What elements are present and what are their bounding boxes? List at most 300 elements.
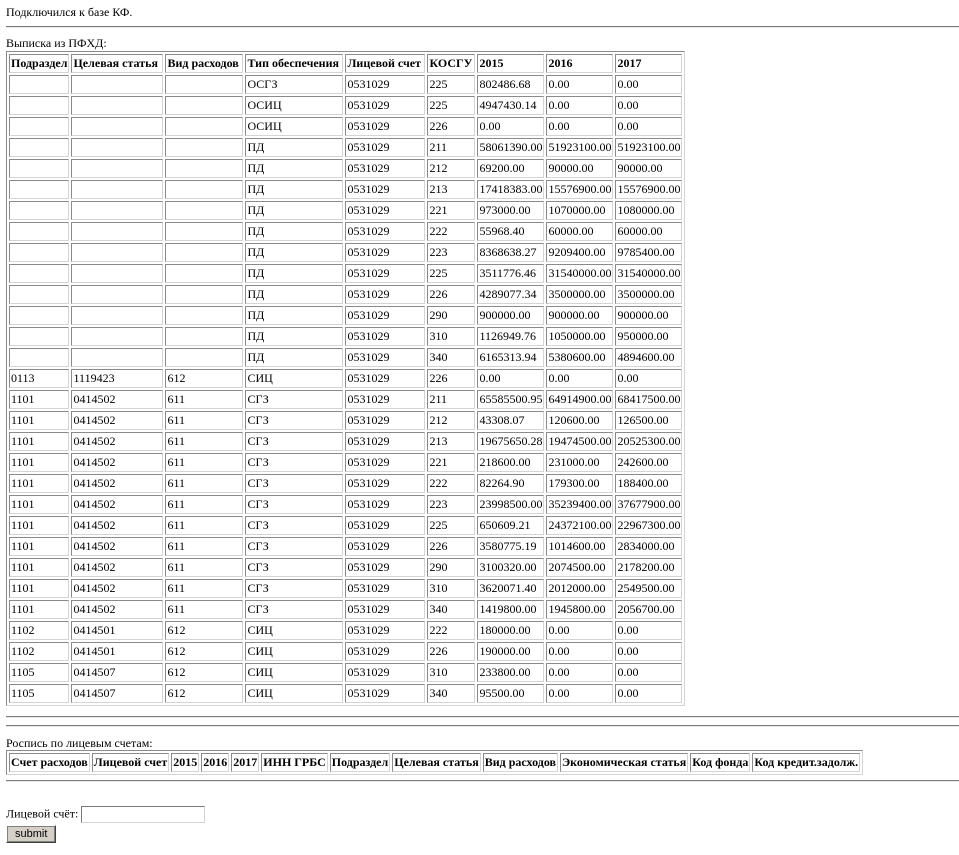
- table-cell: [165, 96, 243, 115]
- table-cell: [9, 327, 69, 346]
- table-cell: 611: [165, 411, 243, 430]
- table-row: [9, 201, 682, 220]
- table-cell: [165, 159, 243, 178]
- table-cell: 15576900.00: [546, 180, 613, 199]
- table-cell: 1119423: [71, 369, 163, 388]
- table-cell: 290: [427, 306, 475, 325]
- table-cell: 0414502: [71, 579, 163, 598]
- table-cell: 611: [165, 453, 243, 472]
- table-cell: 0.00: [546, 96, 613, 115]
- table-cell: 0531029: [345, 327, 425, 346]
- table-cell: [9, 96, 69, 115]
- account-label: Лицевой счёт:: [6, 806, 79, 821]
- table-cell: 612: [165, 369, 243, 388]
- table-cell: 340: [427, 684, 475, 703]
- table-cell: 0531029: [345, 117, 425, 136]
- table-cell: [71, 201, 163, 220]
- column-header: Подраздел: [9, 54, 69, 73]
- column-header: Код фонда: [690, 753, 750, 772]
- table-cell: СИЦ: [245, 621, 343, 640]
- column-header: Код кредит.задолж.: [752, 753, 860, 772]
- table-cell: 60000.00: [546, 222, 613, 241]
- table-cell: 225: [427, 96, 475, 115]
- column-header: Подраздел: [330, 753, 390, 772]
- pfhd-table: [6, 51, 685, 706]
- column-header: 2015: [171, 753, 199, 772]
- table-row: [9, 516, 682, 535]
- table-cell: [165, 180, 243, 199]
- table-cell: СГЗ: [245, 495, 343, 514]
- table-cell: 0531029: [345, 432, 425, 451]
- table-cell: СИЦ: [245, 369, 343, 388]
- table-cell: 0414502: [71, 600, 163, 619]
- table-cell: [165, 348, 243, 367]
- column-header: Вид расходов: [483, 753, 558, 772]
- column-header: 2015: [477, 54, 544, 73]
- table-cell: [71, 348, 163, 367]
- table-cell: 222: [427, 474, 475, 493]
- table-cell: 1070000.00: [546, 201, 613, 220]
- table-cell: 213: [427, 432, 475, 451]
- table-cell: 0414502: [71, 558, 163, 577]
- table-row: [9, 642, 682, 661]
- table-cell: 950000.00: [615, 327, 682, 346]
- table-cell: 0414501: [71, 621, 163, 640]
- table-cell: 611: [165, 600, 243, 619]
- table-cell: 0531029: [345, 411, 425, 430]
- table-cell: 19474500.00: [546, 432, 613, 451]
- table-row: [9, 432, 682, 451]
- table-cell: [71, 138, 163, 157]
- table-cell: 611: [165, 474, 243, 493]
- table-row: [9, 222, 682, 241]
- table-cell: ПД: [245, 285, 343, 304]
- table-cell: 3100320.00: [477, 558, 544, 577]
- table-row: [9, 159, 682, 178]
- table-cell: 0531029: [345, 663, 425, 682]
- table-cell: 0.00: [546, 75, 613, 94]
- table-row: [9, 579, 682, 598]
- table-cell: [71, 117, 163, 136]
- column-header: Экономическая статья: [560, 753, 688, 772]
- table-row: [9, 600, 682, 619]
- column-header: Счет расходов: [9, 753, 90, 772]
- table-cell: 612: [165, 663, 243, 682]
- table-cell: 0531029: [345, 369, 425, 388]
- table-row: [9, 348, 682, 367]
- table-cell: 64914900.00: [546, 390, 613, 409]
- table-cell: 31540000.00: [615, 264, 682, 283]
- pfhd-header-row: [9, 54, 682, 73]
- table-cell: 0531029: [345, 264, 425, 283]
- table-cell: 0.00: [546, 684, 613, 703]
- table-cell: СГЗ: [245, 432, 343, 451]
- table-cell: 0531029: [345, 222, 425, 241]
- table-row: [9, 558, 682, 577]
- column-header: Целевая статья: [71, 54, 163, 73]
- table-cell: ПД: [245, 180, 343, 199]
- table-cell: СГЗ: [245, 537, 343, 556]
- table-cell: 60000.00: [615, 222, 682, 241]
- table-cell: 1101: [9, 558, 69, 577]
- table-cell: [165, 117, 243, 136]
- table-cell: 1080000.00: [615, 201, 682, 220]
- table-cell: 1945800.00: [546, 600, 613, 619]
- table-cell: 4289077.34: [477, 285, 544, 304]
- table-cell: 180000.00: [477, 621, 544, 640]
- table-cell: 5380600.00: [546, 348, 613, 367]
- table-cell: 20525300.00: [615, 432, 682, 451]
- table-row: [9, 453, 682, 472]
- table-cell: 43308.07: [477, 411, 544, 430]
- table-cell: 1102: [9, 642, 69, 661]
- column-header: 2016: [201, 753, 229, 772]
- table-cell: 900000.00: [615, 306, 682, 325]
- divider: [6, 26, 959, 28]
- table-cell: 1101: [9, 453, 69, 472]
- table-cell: [165, 306, 243, 325]
- table-cell: 0414502: [71, 453, 163, 472]
- table-cell: 1014600.00: [546, 537, 613, 556]
- column-header: КОСГУ: [427, 54, 475, 73]
- table-cell: 221: [427, 201, 475, 220]
- table-cell: СГЗ: [245, 411, 343, 430]
- table-cell: 222: [427, 222, 475, 241]
- table-cell: 650609.21: [477, 516, 544, 535]
- table-cell: 0414507: [71, 663, 163, 682]
- table-cell: 340: [427, 348, 475, 367]
- table-cell: 1102: [9, 621, 69, 640]
- table-cell: 1101: [9, 537, 69, 556]
- table-cell: СИЦ: [245, 663, 343, 682]
- table-cell: 0414502: [71, 537, 163, 556]
- pfhd-body: [9, 75, 682, 703]
- table-cell: 22967300.00: [615, 516, 682, 535]
- table-cell: [165, 201, 243, 220]
- table-cell: 0.00: [615, 684, 682, 703]
- table-cell: [9, 180, 69, 199]
- table-cell: 973000.00: [477, 201, 544, 220]
- table-cell: [165, 75, 243, 94]
- table-cell: 37677900.00: [615, 495, 682, 514]
- table-cell: СГЗ: [245, 453, 343, 472]
- pfhd-caption: Выписка из ПФХД:: [6, 36, 107, 50]
- table-cell: 2178200.00: [615, 558, 682, 577]
- table-cell: 8368638.27: [477, 243, 544, 262]
- column-header: Лицевой счет: [92, 753, 169, 772]
- table-cell: 2549500.00: [615, 579, 682, 598]
- rospis-caption: Роспись по лицевым счетам:: [6, 736, 153, 750]
- table-cell: 231000.00: [546, 453, 613, 472]
- table-cell: ПД: [245, 327, 343, 346]
- table-row: [9, 369, 682, 388]
- divider: [6, 780, 959, 782]
- table-cell: 90000.00: [546, 159, 613, 178]
- table-cell: 0531029: [345, 537, 425, 556]
- table-cell: 1101: [9, 579, 69, 598]
- table-cell: 4947430.14: [477, 96, 544, 115]
- table-cell: 2056700.00: [615, 600, 682, 619]
- table-cell: [71, 306, 163, 325]
- table-row: [9, 621, 682, 640]
- table-row: [9, 411, 682, 430]
- table-row: [9, 663, 682, 682]
- table-row: [9, 96, 682, 115]
- table-row: [9, 243, 682, 262]
- table-cell: 31540000.00: [546, 264, 613, 283]
- table-row: [9, 495, 682, 514]
- table-cell: 900000.00: [477, 306, 544, 325]
- table-cell: ОСГЗ: [245, 75, 343, 94]
- table-cell: 0414507: [71, 684, 163, 703]
- table-cell: 900000.00: [546, 306, 613, 325]
- table-cell: 340: [427, 600, 475, 619]
- table-cell: [9, 285, 69, 304]
- table-cell: [9, 201, 69, 220]
- table-cell: 221: [427, 453, 475, 472]
- table-cell: 226: [427, 369, 475, 388]
- table-cell: [9, 306, 69, 325]
- table-cell: 3500000.00: [546, 285, 613, 304]
- table-cell: 58061390.00: [477, 138, 544, 157]
- table-cell: ОСИЦ: [245, 96, 343, 115]
- table-cell: 2834000.00: [615, 537, 682, 556]
- table-cell: СГЗ: [245, 390, 343, 409]
- table-cell: 0531029: [345, 159, 425, 178]
- table-cell: ПД: [245, 201, 343, 220]
- table-cell: 611: [165, 516, 243, 535]
- table-cell: 233800.00: [477, 663, 544, 682]
- column-header: Лицевой счет: [345, 54, 425, 73]
- table-cell: 4894600.00: [615, 348, 682, 367]
- column-header: 2016: [546, 54, 613, 73]
- table-cell: 1105: [9, 663, 69, 682]
- table-cell: [165, 138, 243, 157]
- table-cell: [71, 75, 163, 94]
- table-row: [9, 327, 682, 346]
- table-cell: 0414502: [71, 390, 163, 409]
- table-cell: 3620071.40: [477, 579, 544, 598]
- table-cell: [165, 327, 243, 346]
- table-cell: 9209400.00: [546, 243, 613, 262]
- table-row: [9, 474, 682, 493]
- rospis-table: [6, 750, 863, 775]
- table-cell: 611: [165, 537, 243, 556]
- table-cell: [9, 348, 69, 367]
- table-cell: 1101: [9, 600, 69, 619]
- table-cell: [165, 243, 243, 262]
- table-cell: [9, 264, 69, 283]
- table-cell: 9785400.00: [615, 243, 682, 262]
- table-row: [9, 684, 682, 703]
- table-cell: 19675650.28: [477, 432, 544, 451]
- table-cell: [9, 222, 69, 241]
- table-row: [9, 264, 682, 283]
- table-cell: 0531029: [345, 243, 425, 262]
- table-cell: 1419800.00: [477, 600, 544, 619]
- table-cell: 0531029: [345, 138, 425, 157]
- table-cell: СГЗ: [245, 600, 343, 619]
- table-cell: 188400.00: [615, 474, 682, 493]
- table-cell: 15576900.00: [615, 180, 682, 199]
- table-row: [9, 306, 682, 325]
- table-cell: 212: [427, 159, 475, 178]
- table-cell: ПД: [245, 222, 343, 241]
- column-header: Тип обеспечения: [245, 54, 343, 73]
- table-cell: 0531029: [345, 621, 425, 640]
- table-cell: 310: [427, 663, 475, 682]
- table-cell: 3500000.00: [615, 285, 682, 304]
- table-cell: 612: [165, 642, 243, 661]
- table-cell: [71, 327, 163, 346]
- divider: [6, 725, 959, 727]
- account-input[interactable]: [81, 806, 205, 823]
- table-row: [9, 180, 682, 199]
- table-cell: 1101: [9, 516, 69, 535]
- table-cell: СГЗ: [245, 558, 343, 577]
- table-cell: 0531029: [345, 474, 425, 493]
- table-cell: 68417500.00: [615, 390, 682, 409]
- table-cell: 0531029: [345, 516, 425, 535]
- table-cell: 0531029: [345, 453, 425, 472]
- table-cell: 0.00: [546, 621, 613, 640]
- table-cell: ПД: [245, 159, 343, 178]
- table-cell: 611: [165, 579, 243, 598]
- table-row: [9, 75, 682, 94]
- table-cell: 611: [165, 390, 243, 409]
- table-cell: 69200.00: [477, 159, 544, 178]
- table-cell: 51923100.00: [615, 138, 682, 157]
- table-cell: 0531029: [345, 390, 425, 409]
- table-cell: 0531029: [345, 495, 425, 514]
- column-header: ИНН ГРБС: [261, 753, 327, 772]
- table-cell: ОСИЦ: [245, 117, 343, 136]
- table-cell: 1126949.76: [477, 327, 544, 346]
- table-cell: 6165313.94: [477, 348, 544, 367]
- table-cell: 82264.90: [477, 474, 544, 493]
- table-cell: [71, 96, 163, 115]
- table-cell: 0414501: [71, 642, 163, 661]
- table-cell: 65585500.95: [477, 390, 544, 409]
- table-cell: 0531029: [345, 180, 425, 199]
- table-cell: [9, 243, 69, 262]
- table-cell: 0.00: [615, 621, 682, 640]
- table-cell: 213: [427, 180, 475, 199]
- table-cell: 612: [165, 684, 243, 703]
- table-cell: 2074500.00: [546, 558, 613, 577]
- table-cell: 1101: [9, 495, 69, 514]
- table-cell: 2012000.00: [546, 579, 613, 598]
- table-cell: 611: [165, 558, 243, 577]
- table-cell: 290: [427, 558, 475, 577]
- table-cell: 179300.00: [546, 474, 613, 493]
- table-cell: [71, 180, 163, 199]
- table-cell: [71, 222, 163, 241]
- table-cell: 223: [427, 495, 475, 514]
- table-cell: 225: [427, 75, 475, 94]
- table-cell: 611: [165, 495, 243, 514]
- table-cell: 226: [427, 285, 475, 304]
- table-cell: 0.00: [477, 369, 544, 388]
- table-cell: 611: [165, 432, 243, 451]
- table-cell: [9, 75, 69, 94]
- table-cell: 0.00: [546, 369, 613, 388]
- table-cell: [71, 243, 163, 262]
- table-cell: 0.00: [615, 369, 682, 388]
- table-cell: 0.00: [615, 663, 682, 682]
- table-cell: 0.00: [546, 642, 613, 661]
- submit-button[interactable]: submit: [6, 825, 56, 843]
- table-cell: 211: [427, 138, 475, 157]
- column-header: 2017: [231, 753, 259, 772]
- table-cell: 212: [427, 411, 475, 430]
- table-cell: 0.00: [615, 96, 682, 115]
- table-cell: 0414502: [71, 474, 163, 493]
- table-cell: 90000.00: [615, 159, 682, 178]
- table-cell: 0414502: [71, 432, 163, 451]
- table-cell: 211: [427, 390, 475, 409]
- table-cell: 23998500.00: [477, 495, 544, 514]
- table-cell: ПД: [245, 348, 343, 367]
- table-cell: [165, 264, 243, 283]
- account-form: [6, 806, 205, 823]
- table-cell: СГЗ: [245, 579, 343, 598]
- table-cell: 0531029: [345, 285, 425, 304]
- table-cell: 0.00: [546, 663, 613, 682]
- table-cell: 1101: [9, 390, 69, 409]
- table-cell: ПД: [245, 306, 343, 325]
- table-cell: 0531029: [345, 75, 425, 94]
- table-cell: 0531029: [345, 600, 425, 619]
- table-cell: [71, 159, 163, 178]
- table-cell: 0531029: [345, 642, 425, 661]
- column-header: 2017: [615, 54, 682, 73]
- table-cell: 0531029: [345, 201, 425, 220]
- table-cell: 226: [427, 117, 475, 136]
- table-cell: [9, 138, 69, 157]
- table-cell: 223: [427, 243, 475, 262]
- table-cell: 3580775.19: [477, 537, 544, 556]
- column-header: Вид расходов: [165, 54, 243, 73]
- table-cell: [9, 117, 69, 136]
- table-cell: ПД: [245, 264, 343, 283]
- table-cell: 0414502: [71, 516, 163, 535]
- table-cell: ПД: [245, 138, 343, 157]
- table-cell: [165, 285, 243, 304]
- table-cell: 242600.00: [615, 453, 682, 472]
- table-cell: СГЗ: [245, 516, 343, 535]
- table-cell: 55968.40: [477, 222, 544, 241]
- table-cell: 35239400.00: [546, 495, 613, 514]
- table-cell: 0531029: [345, 684, 425, 703]
- table-cell: 1105: [9, 684, 69, 703]
- table-cell: 3511776.46: [477, 264, 544, 283]
- table-cell: 1101: [9, 432, 69, 451]
- table-cell: 0.00: [615, 117, 682, 136]
- table-cell: 0531029: [345, 96, 425, 115]
- table-cell: 0531029: [345, 558, 425, 577]
- table-cell: 310: [427, 327, 475, 346]
- table-cell: 0.00: [477, 117, 544, 136]
- table-cell: 225: [427, 264, 475, 283]
- table-cell: 0531029: [345, 306, 425, 325]
- table-cell: [71, 285, 163, 304]
- table-cell: 310: [427, 579, 475, 598]
- table-cell: [71, 264, 163, 283]
- table-row: [9, 117, 682, 136]
- table-cell: 95500.00: [477, 684, 544, 703]
- table-cell: ПД: [245, 243, 343, 262]
